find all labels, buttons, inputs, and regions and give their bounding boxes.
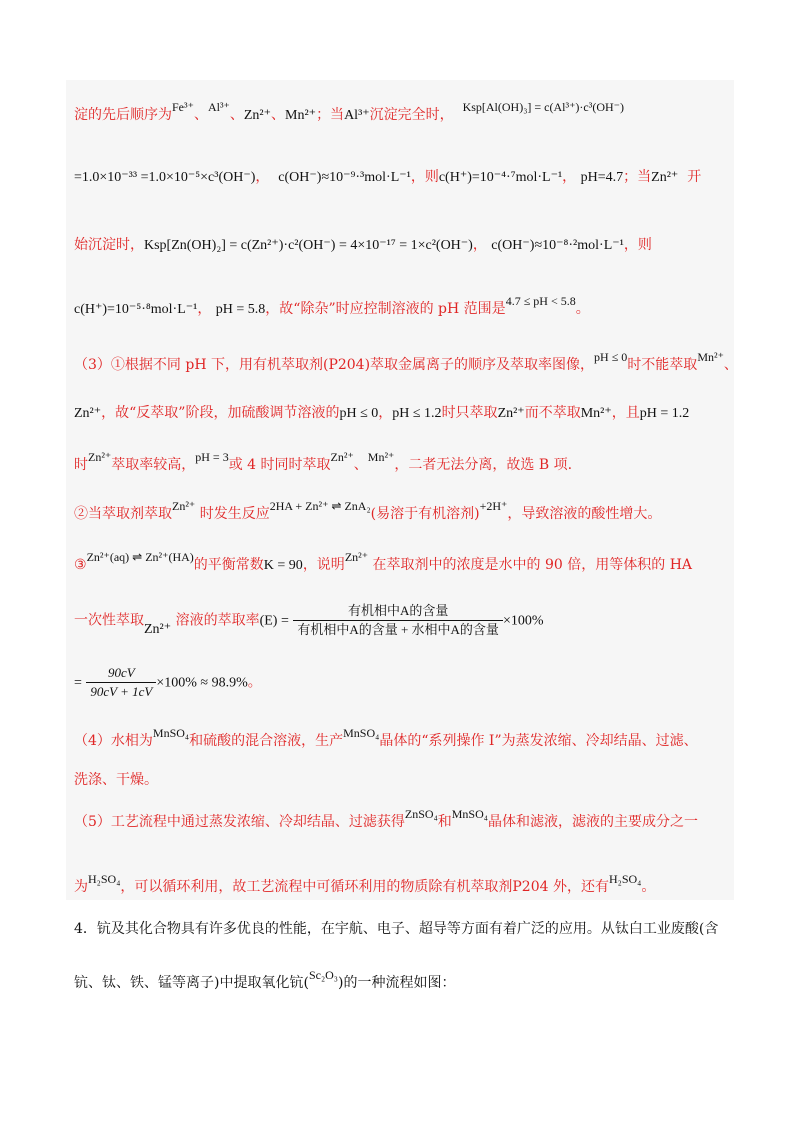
fraction-denominator: 有机相中A的含量 + 水相中A的含量 xyxy=(297,622,499,637)
equation: =1.0×10⁻³³ =1.0×10⁻⁵×c³(OH⁻) xyxy=(74,170,256,185)
text: ， xyxy=(255,169,270,185)
ion-mn: Mn²⁺ xyxy=(367,450,395,464)
equation: pH=4.7 xyxy=(580,170,624,185)
ion-mn: Mn²⁺ xyxy=(285,108,317,123)
equation: ×100% xyxy=(502,613,544,629)
text: ；当 xyxy=(316,107,345,123)
line-11 xyxy=(74,664,262,701)
equation: = xyxy=(74,675,82,691)
formula-mnso4: MnSO₄ xyxy=(152,726,190,740)
reaction-equation: 2HA + Zn²⁺ ⇌ ZnA₂ xyxy=(269,499,371,513)
text: 的平衡常数 xyxy=(193,557,264,573)
text: 或 4 时同时萃取 xyxy=(228,457,331,473)
text: ；当 xyxy=(623,169,652,185)
fraction-numerator: 有机相中A的含量 xyxy=(293,602,503,621)
ion-zn: Zn²⁺ xyxy=(74,406,102,421)
text: （4）水相为 xyxy=(74,733,153,749)
text: ，导致溶液的酸性增大。 xyxy=(507,506,662,522)
text: 而不萃取 xyxy=(524,405,581,421)
text: ③ xyxy=(74,557,87,573)
equation: pH ≤ 1.2 xyxy=(392,406,442,421)
fraction-denominator: 90cV + 1cV xyxy=(90,684,153,699)
text: 开 xyxy=(687,169,702,185)
equation: ×100% ≈ 98.9% xyxy=(156,675,248,691)
equation: c(H⁺)=10⁻⁵·⁸mol·L⁻¹ xyxy=(74,302,198,317)
line-7 xyxy=(74,450,573,474)
text: 一次性萃取 xyxy=(74,612,144,629)
equation: c(OH⁻)≈10⁻⁹·³mol·L⁻¹ xyxy=(278,170,411,185)
text: (易溶于有机溶剂) xyxy=(370,506,480,522)
question-4-line-1 xyxy=(74,920,718,938)
text: 沉淀完全时， xyxy=(369,107,454,123)
text: 在萃取剂中的浓度是水中的 90 倍，用等体积的 HA xyxy=(372,557,693,573)
equation: pH = 3 xyxy=(195,450,229,464)
formula-sc2o3: Sc₂O₃ xyxy=(308,968,338,982)
equation: pH = 1.2 xyxy=(639,406,690,421)
ion-zn: Zn²⁺ xyxy=(344,550,369,564)
line-3 xyxy=(74,236,652,255)
text: ，故“反萃取”阶段，加硫酸调节溶液的 xyxy=(101,405,340,421)
formula-mnso4: MnSO₄ xyxy=(343,726,380,740)
text: ， xyxy=(472,237,487,253)
equation: pH ≤ 0 xyxy=(339,406,379,421)
equation: K = 90 xyxy=(263,558,303,573)
equation: Ksp[Zn(OH)₂] = c(Zn²⁺)·c²(OH⁻) = 4×10⁻¹⁷ = 1×c²(OH⁻) xyxy=(144,238,473,253)
question-text: )的一种流程如图： xyxy=(337,975,456,991)
line-5 xyxy=(74,350,738,374)
text: ②当萃取剂萃取 xyxy=(74,506,172,522)
ion-zn: Zn²⁺ xyxy=(88,450,112,464)
text: 溶液的萃取率 xyxy=(175,612,260,629)
line-4 xyxy=(74,294,590,319)
text: 、 xyxy=(353,457,368,473)
ion-zn: Zn²⁺ xyxy=(651,170,679,185)
text: 。 xyxy=(641,879,656,895)
text: 为 xyxy=(74,879,88,895)
line-14 xyxy=(74,807,698,831)
question-4-line-2 xyxy=(74,968,456,992)
text: ，故“除杂”时应控制溶液的 pH 范围是 xyxy=(265,301,506,317)
text: 和 xyxy=(437,814,452,830)
text: ，则 xyxy=(410,169,439,185)
text: ，二者无法分离，故选 B 项. xyxy=(394,457,573,473)
text: 、 xyxy=(271,107,286,123)
text: ，且 xyxy=(611,405,640,421)
text: ，可以循环利用，故工艺流程中可循环利用的物质除有机萃取剂P204 外，还有 xyxy=(120,879,609,895)
text: 、 xyxy=(723,357,738,373)
text: ， xyxy=(197,301,212,317)
ion-zn: Zn²⁺ xyxy=(243,108,272,123)
ion-zn: Zn²⁺ xyxy=(144,621,172,637)
equation: pH ≤ 0 xyxy=(594,350,628,364)
ion-zn: Zn²⁺ xyxy=(172,499,196,513)
ion-mn: Mn²⁺ xyxy=(580,406,612,421)
line-10 xyxy=(74,602,544,639)
text: 时 xyxy=(74,457,88,473)
ion-zn: Zn²⁺ xyxy=(497,406,525,421)
text: ， xyxy=(562,169,577,185)
text: 萃取率较高， xyxy=(111,457,196,473)
result-fraction xyxy=(86,664,156,701)
text: 时发生反应 xyxy=(199,506,270,522)
text: ， xyxy=(378,405,393,421)
formula-mnso4: MnSO₄ xyxy=(451,807,488,821)
formula-znso4: ZnSO₄ xyxy=(404,807,438,821)
formula-h2so4: H₂SO₄ xyxy=(88,872,121,886)
ion-al: Al³⁺ xyxy=(207,100,230,114)
equation: +2H⁺ xyxy=(479,499,508,513)
ion-zn: Zn²⁺ xyxy=(330,450,354,464)
question-text: 4．钪及其化合物具有许多优良的性能，在宇航、电子、超导等方面有着广泛的应用。从钛白工业废酸(含 xyxy=(74,921,719,937)
line-15 xyxy=(74,872,656,896)
text: （3）①根据不同 pH 下，用有机萃取剂(P204)萃取金属离子的顺序及萃取率图像， xyxy=(74,357,595,373)
equilibrium-equation: Zn²⁺(aq) ⇌ Zn²⁺(HA) xyxy=(86,550,194,564)
text: 始沉淀时， xyxy=(74,237,144,253)
text: 洗涤、干燥。 xyxy=(74,772,158,788)
text: 淀的先后顺序为 xyxy=(74,107,172,123)
fraction-numerator: 90cV xyxy=(86,664,156,683)
text: 、 xyxy=(193,107,208,123)
answer-highlight-block xyxy=(66,80,734,900)
text: 晶体的“系列操作 I”为蒸发浓缩、冷却结晶、过滤、 xyxy=(379,733,698,749)
text: 时不能萃取 xyxy=(627,357,698,373)
ion-mn: Mn²⁺ xyxy=(697,350,724,364)
text: ，则 xyxy=(623,237,652,253)
text: 、 xyxy=(229,107,244,123)
line-9 xyxy=(74,550,693,575)
ion-fe: Fe³⁺ xyxy=(172,100,194,114)
question-text: 钪、钛、铁、锰等离子)中提取氧化钪( xyxy=(74,975,309,991)
text: 。 xyxy=(575,301,590,317)
line-12 xyxy=(74,726,698,750)
text: 和硫酸的混合溶液，生产 xyxy=(189,733,344,749)
equation: 4.7 ≤ pH < 5.8 xyxy=(505,294,576,308)
text: ，说明 xyxy=(302,557,345,573)
line-1 xyxy=(74,100,624,125)
line-13 xyxy=(74,771,158,789)
text: 晶体和滤液，滤液的主要成分之一 xyxy=(487,814,698,830)
formula-h2so4: H₂SO₄ xyxy=(608,872,642,886)
equation: pH = 5.8 xyxy=(215,302,266,317)
text: （5）工艺流程中通过蒸发浓缩、冷却结晶、过滤获得 xyxy=(74,814,405,830)
equation: c(OH⁻)≈10⁻⁸·²mol·L⁻¹ xyxy=(491,238,624,253)
line-8 xyxy=(74,499,662,523)
line-6 xyxy=(74,404,689,423)
equation: (E) = xyxy=(259,613,289,629)
text: 。 xyxy=(247,674,262,691)
extraction-rate-fraction xyxy=(293,602,503,639)
text: 时只萃取 xyxy=(441,405,498,421)
line-2 xyxy=(74,168,701,187)
ksp-expression: Ksp[Al(OH)₃] = c(Al³⁺)·c³(OH⁻) xyxy=(462,100,624,114)
equation: c(H⁺)=10⁻⁴·⁷mol·L⁻¹ xyxy=(438,170,563,185)
ion-al: Al³⁺ xyxy=(344,108,370,123)
